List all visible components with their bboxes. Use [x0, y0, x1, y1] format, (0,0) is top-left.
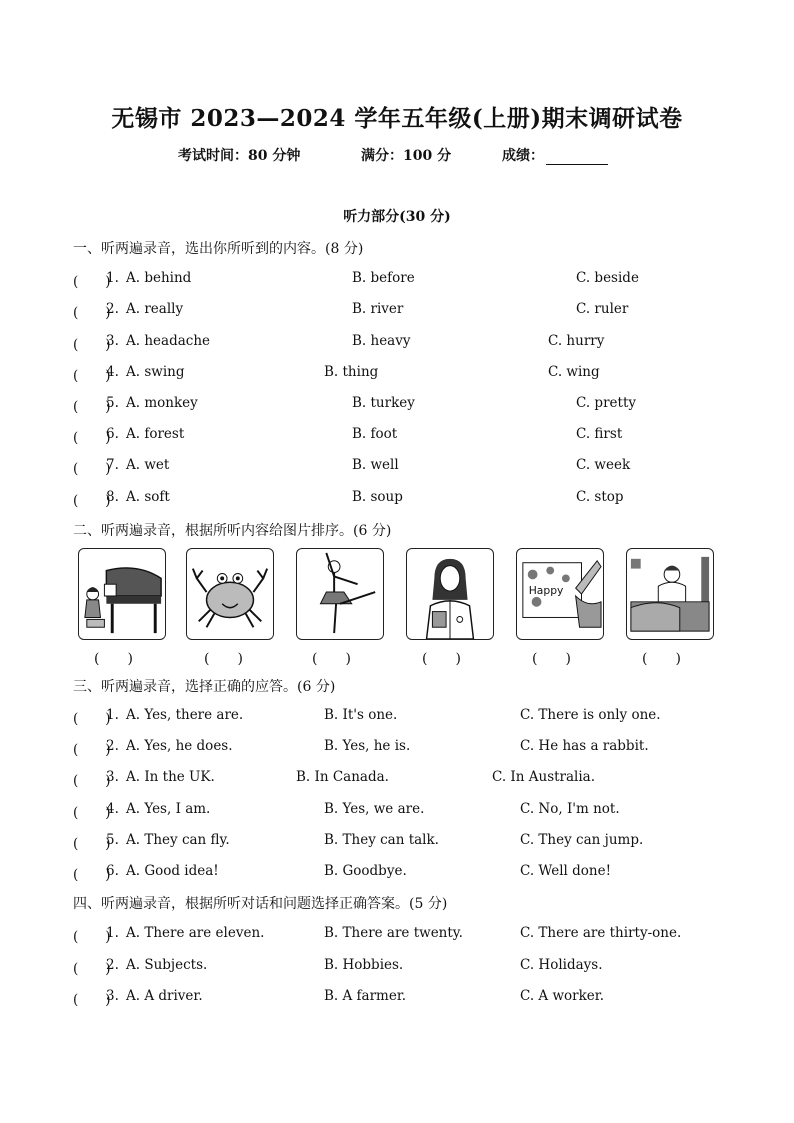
option-b: B. It's one. [324, 707, 398, 723]
card-picture [516, 548, 604, 640]
option-c: C. In Australia. [492, 769, 596, 785]
option-b: B. They can talk. [324, 832, 439, 848]
option-b: B. well [352, 457, 399, 473]
item-number: 4. [106, 801, 119, 817]
option-c: C. ruler [576, 301, 629, 317]
item-number: 2. [106, 738, 119, 754]
piano-girl-icon [79, 549, 165, 639]
item-number: 8. [106, 489, 119, 505]
list-item [73, 364, 753, 384]
option-c: C. There is only one. [520, 707, 661, 723]
option-b: B. river [352, 301, 404, 317]
option-c: C. first [576, 426, 623, 442]
list-item [73, 270, 753, 290]
answer-paren[interactable]: ( ) [73, 430, 111, 446]
option-c: C. They can jump. [520, 832, 644, 848]
option-a: A. In the UK. [126, 769, 215, 785]
doctor-picture [406, 548, 494, 640]
option-a: A. really [126, 301, 184, 317]
option-b: B. Goodbye. [324, 863, 407, 879]
order-bracket-1[interactable]: ( ) [94, 651, 133, 667]
order-bracket-2[interactable]: ( ) [204, 651, 243, 667]
item-number: 7. [106, 457, 119, 473]
section3-title: 三、听两遍录音，选择正确的应答。(6 分) [73, 679, 336, 695]
piano-girl-picture [78, 548, 166, 640]
option-b: B. In Canada. [296, 769, 389, 785]
option-c: C. wing [548, 364, 600, 380]
option-b: B. A farmer. [324, 988, 407, 1004]
option-a: A. There are eleven. [126, 925, 265, 941]
option-a: A. Yes, he does. [126, 738, 233, 754]
ballet-dancer-icon [297, 549, 383, 639]
order-bracket-5[interactable]: ( ) [532, 651, 571, 667]
option-a: A. A driver. [126, 988, 203, 1004]
option-a: A. swing [126, 364, 185, 380]
item-number: 2. [106, 957, 119, 973]
option-a: A. headache [126, 333, 210, 349]
answer-paren[interactable]: ( ) [73, 461, 111, 477]
order-bracket-6[interactable]: ( ) [642, 651, 681, 667]
option-b: B. Yes, he is. [324, 738, 411, 754]
list-item [73, 395, 753, 415]
item-number: 2. [106, 301, 119, 317]
exam-title: 无锡市 2023—2024 学年五年级(上册)期末调研试卷 [111, 105, 683, 132]
option-a: A. They can fly. [126, 832, 230, 848]
answer-paren[interactable]: ( ) [73, 368, 111, 384]
answer-paren[interactable]: ( ) [73, 867, 111, 883]
answer-paren[interactable]: ( ) [73, 399, 111, 415]
option-a: A. Yes, there are. [126, 707, 244, 723]
answer-paren[interactable]: ( ) [73, 274, 111, 290]
item-number: 6. [106, 863, 119, 879]
option-b: B. heavy [352, 333, 411, 349]
item-number: 5. [106, 395, 119, 411]
grade-blank[interactable] [546, 150, 608, 165]
crab-icon [187, 549, 273, 639]
card-text: Happy [528, 584, 564, 597]
answer-paren[interactable]: ( ) [73, 742, 111, 758]
order-bracket-3[interactable]: ( ) [312, 651, 351, 667]
option-a: A. Good idea! [126, 863, 219, 879]
score-label: 满分：100 分 [361, 148, 452, 164]
list-item [73, 988, 753, 1008]
option-c: C. beside [576, 270, 639, 286]
item-number: 1. [106, 925, 119, 941]
grade-field [502, 145, 608, 165]
option-b: B. Yes, we are. [324, 801, 425, 817]
option-b: B. foot [352, 426, 398, 442]
option-a: A. soft [126, 489, 170, 505]
option-a: A. Subjects. [126, 957, 208, 973]
listening-title: 听力部分(30 分) [343, 209, 451, 225]
answer-paren[interactable]: ( ) [73, 929, 111, 945]
section2-title: 二、听两遍录音，根据所听内容给图片排序。(6 分) [73, 523, 392, 539]
crab-picture [186, 548, 274, 640]
section1-title: 一、听两遍录音，选出你所听到的内容。(8 分) [73, 241, 364, 257]
list-item [73, 738, 753, 758]
option-c: C. No, I'm not. [520, 801, 620, 817]
option-c: C. Well done! [520, 863, 611, 879]
option-a: A. monkey [126, 395, 198, 411]
boy-in-bed-icon [627, 549, 713, 639]
happy-card-icon [517, 549, 603, 639]
option-c: C. There are thirty-one. [520, 925, 682, 941]
option-b: B. There are twenty. [324, 925, 463, 941]
item-number: 3. [106, 769, 119, 785]
list-item [73, 333, 753, 353]
list-item [73, 489, 753, 509]
bed-picture [626, 548, 714, 640]
option-c: C. A worker. [520, 988, 605, 1004]
answer-paren[interactable]: ( ) [73, 493, 111, 509]
option-b: B. before [352, 270, 415, 286]
item-number: 3. [106, 988, 119, 1004]
list-item [73, 769, 753, 789]
option-c: C. He has a rabbit. [520, 738, 649, 754]
answer-paren[interactable]: ( ) [73, 337, 111, 353]
answer-paren[interactable]: ( ) [73, 305, 111, 321]
option-c: C. hurry [548, 333, 605, 349]
list-item [73, 457, 753, 477]
item-number: 4. [106, 364, 119, 380]
order-bracket-4[interactable]: ( ) [422, 651, 461, 667]
list-item [73, 801, 753, 821]
item-number: 5. [106, 832, 119, 848]
option-c: C. pretty [576, 395, 636, 411]
list-item [73, 426, 753, 446]
item-number: 6. [106, 426, 119, 442]
list-item [73, 832, 753, 852]
answer-paren[interactable]: ( ) [73, 836, 111, 852]
option-c: C. stop [576, 489, 624, 505]
list-item [73, 301, 753, 321]
list-item [73, 863, 753, 883]
section4-title: 四、听两遍录音，根据所听对话和问题选择正确答案。(5 分) [73, 896, 448, 912]
list-item [73, 925, 753, 945]
answer-paren[interactable]: ( ) [73, 711, 111, 727]
list-item [73, 957, 753, 977]
answer-paren[interactable]: ( ) [73, 961, 111, 977]
option-a: A. wet [126, 457, 170, 473]
option-c: C. Holidays. [520, 957, 603, 973]
item-number: 1. [106, 707, 119, 723]
option-a: A. Yes, I am. [126, 801, 211, 817]
time-label: 考试时间：80 分钟 [178, 148, 301, 164]
option-b: B. soup [352, 489, 403, 505]
list-item [73, 707, 753, 727]
option-a: A. forest [126, 426, 185, 442]
answer-paren[interactable]: ( ) [73, 805, 111, 821]
answer-paren[interactable]: ( ) [73, 773, 111, 789]
dancer-picture [296, 548, 384, 640]
option-b: B. thing [324, 364, 379, 380]
option-b: B. Hobbies. [324, 957, 404, 973]
option-c: C. week [576, 457, 631, 473]
picture-row [78, 548, 718, 643]
item-number: 3. [106, 333, 119, 349]
grade-label: 成绩： [502, 148, 544, 164]
answer-paren[interactable]: ( ) [73, 992, 111, 1008]
option-b: B. turkey [352, 395, 415, 411]
option-a: A. behind [126, 270, 192, 286]
item-number: 1. [106, 270, 119, 286]
doctor-icon [407, 549, 493, 639]
